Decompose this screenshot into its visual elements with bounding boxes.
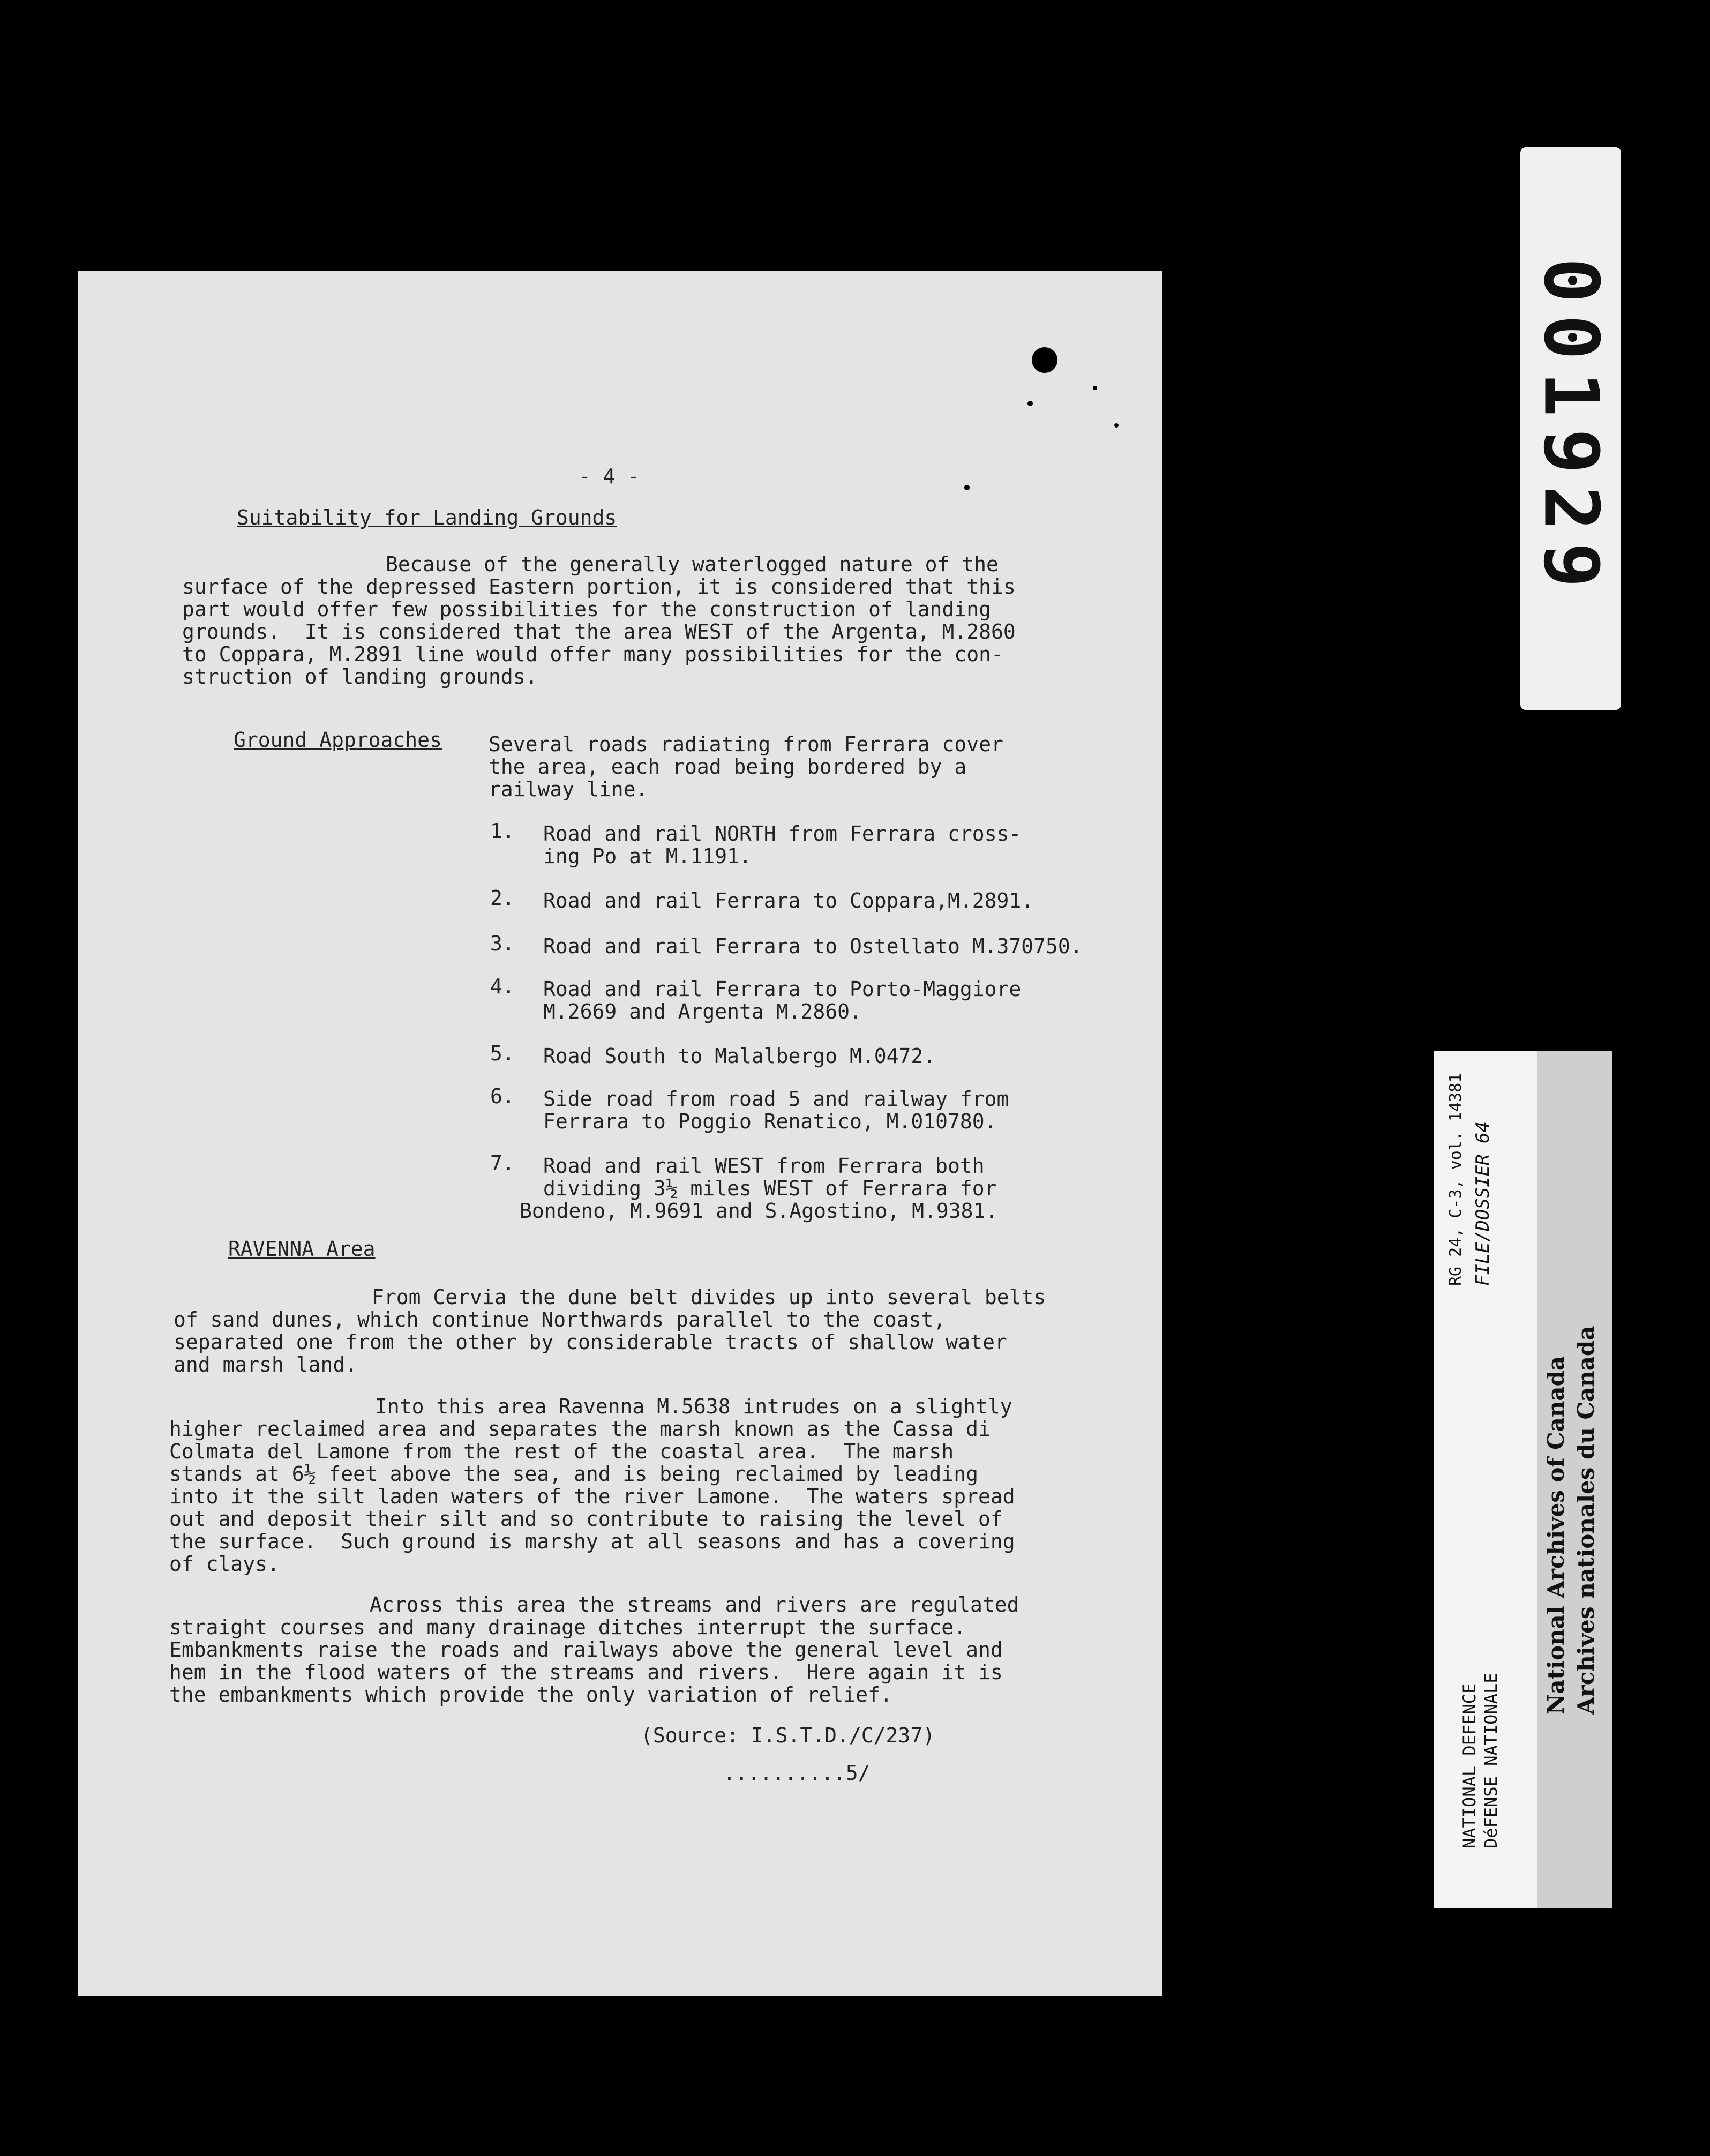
ga-intro-2: the area, each road being bordered by a [489,755,967,778]
document-page [78,271,1162,1996]
ink-blot [1032,347,1058,373]
ga-item-num: 6. [490,1084,515,1108]
page-number: - 4 - [579,465,640,488]
ga-item-line: Road and rail Ferrara to Porto-Maggiore [543,977,1022,1001]
ink-speck [1093,386,1097,390]
continuation-marker: ..........5/ [723,1761,871,1785]
archive-name-fr: Archives nationales du Canada [1573,1326,1599,1715]
ravenna-p3-line: Across this area the streams and rivers are regulated [370,1593,1019,1616]
ga-intro-3: railway line. [489,777,648,801]
ga-item-line: Road and rail NORTH from Ferrara cross- [543,822,1022,845]
ga-item-num: 5. [490,1042,515,1065]
ga-item-num: 4. [490,975,515,998]
archive-name-en: National Archives of Canada [1543,1356,1569,1715]
landing-line-1: Because of the generally waterlogged nature of the [386,552,999,576]
ga-item-line: Road and rail WEST from Ferrara both [543,1154,985,1178]
ravenna-p3-line: hem in the flood waters of the streams and rivers. Here again it is [169,1660,1003,1684]
ink-speck [1028,401,1033,406]
ga-item-line: ing Po at M.1191. [543,844,752,868]
ga-item-line: Road and rail Ferrara to Ostellato M.370750. [543,934,1083,958]
landing-line-4: grounds. It is considered that the area WEST of the Argenta, M.2860 [182,620,1016,643]
landing-line-3: part would offer few possibilities for the construction of landing [182,597,991,621]
department-line-1: NATIONAL DEFENCE [1459,1683,1480,1848]
ga-item-line: Road South to Malalbergo M.0472. [543,1044,936,1068]
ga-item-num: 1. [490,819,515,843]
ravenna-p1-line: and marsh land. [174,1353,358,1376]
ravenna-p2-line: Into this area Ravenna M.5638 intrudes on a slightly [375,1395,1012,1418]
ink-speck [964,485,970,490]
ravenna-p2-line: of clays. [169,1552,280,1576]
ga-intro-1: Several roads radiating from Ferrara cover [489,732,1003,756]
ravenna-p2-line: stands at 6½ feet above the sea, and is being reclaimed by leading [169,1462,978,1486]
department-line-2: DéFENSE NATIONALE [1481,1673,1501,1848]
ravenna-heading: RAVENNA Area [228,1237,376,1261]
frame-number: 001929 [1527,258,1615,600]
ga-item-num: 3. [490,932,515,955]
landing-line-2: surface of the depressed Eastern portion, it is considered that this [182,575,1016,598]
ravenna-p3-line: Embankments raise the roads and railways above the general level and [169,1638,1003,1661]
ga-item-line: dividing 3½ miles WEST of Ferrara for [543,1177,997,1200]
landing-line-5: to Coppara, M.2891 line would offer many possibilities for the con- [182,642,1003,666]
ga-item-num: 2. [490,886,515,910]
source-citation: (Source: I.S.T.D./C/237) [641,1724,935,1747]
ravenna-p3-line: straight courses and many drainage ditches interrupt the surface. [169,1615,966,1639]
section-heading-landing: Suitability for Landing Grounds [237,506,617,529]
ravenna-p1-line: separated one from the other by considerable tracts of shallow water [174,1330,1007,1354]
ravenna-p3-line: the embankments which provide the only variation of relief. [169,1683,892,1706]
ga-item-line: Ferrara to Poggio Renatico, M.010780. [543,1110,997,1133]
ink-speck [1114,423,1119,428]
ravenna-p2-line: the surface. Such ground is marshy at all seasons and has a covering [169,1530,1015,1553]
ravenna-p1-line: of sand dunes, which continue Northwards parallel to the coast, [174,1308,946,1331]
ravenna-p2-line: Colmata del Lamone from the rest of the coastal area. The marsh [169,1440,954,1463]
ga-item-line: Side road from road 5 and railway from [543,1087,1009,1111]
reference-line-1: RG 24, C-3, vol. 14381 [1446,1073,1465,1286]
ground-approaches-heading: Ground Approaches [234,728,442,752]
ga-item-line: Bondeno, M.9691 and S.Agostino, M.9381. [520,1199,998,1223]
ravenna-p1-line: From Cervia the dune belt divides up into several belts [372,1285,1046,1309]
frame-number-strip [1520,147,1621,710]
ravenna-p2-line: higher reclaimed area and separates the marsh known as the Cassa di [169,1417,991,1441]
landing-line-6: struction of landing grounds. [182,665,538,688]
ga-item-line: Road and rail Ferrara to Coppara,M.2891. [543,889,1034,912]
ravenna-p2-line: out and deposit their silt and so contribute to raising the level of [169,1507,1003,1531]
ravenna-p2-line: into it the silt laden waters of the river Lamone. The waters spread [169,1485,1015,1508]
ga-item-num: 7. [490,1151,515,1175]
ga-item-line: M.2669 and Argenta M.2860. [543,1000,862,1023]
reference-line-2: FILE/DOSSIER 64 [1472,1121,1494,1286]
